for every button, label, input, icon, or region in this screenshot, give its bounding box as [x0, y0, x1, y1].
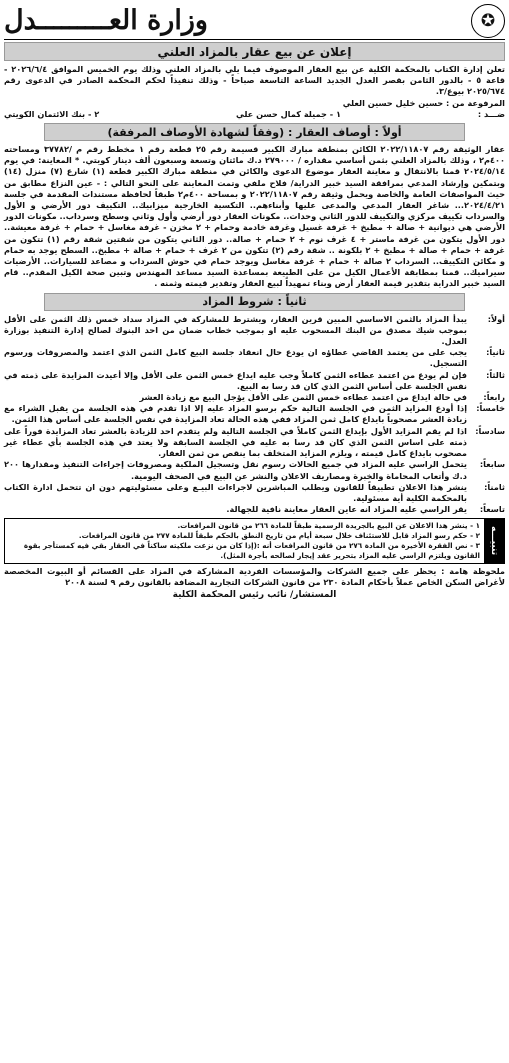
- notes-side-label: تنبيـــه: [484, 519, 504, 562]
- condition-item: [4, 482, 505, 504]
- condition-label: ثالثاً:: [486, 369, 505, 380]
- condition-label: سابعاً:: [479, 459, 505, 470]
- notes-body: [5, 519, 484, 562]
- condition-text: يبدأ المزاد بالثمن الاساسي المبين قرين العقار، ويشترط للمشاركة في المزاد سداد خمس ذلك الثمن على الأقل بموجب شيك مصدق من البنك المسحوب عليه او بموجب خطاب ضمان من احد البنوك لصالح إدارة التنفيذ بوزارة العدل.: [4, 313, 467, 347]
- section1-title: أولاً : أوصاف العقار : (وفقاً لشهادة الأوصاف المرفقة): [44, 123, 465, 141]
- condition-text: يقر الراسي عليه المزاد انه عاين العقار معاينة نافية للجهالة.: [226, 504, 467, 515]
- condition-text: يجب على من يعتمد القاضي عطاؤه ان يودع حال انعقاد جلسة البيع كامل الثمن الذي اعتمد والمصروفات ورسوم التسجيل.: [4, 347, 467, 369]
- against-label: ضـــد :: [477, 108, 505, 119]
- section2-title: ثانياً : شروط المزاد: [44, 293, 465, 311]
- header: [4, 2, 505, 40]
- condition-label: رابعاً:: [483, 392, 505, 403]
- condition-item: [4, 403, 505, 425]
- condition-text: يتحمل الراسي عليه المزاد في جميع الحالات رسوم نقل وتسجيل الملكية ومصروفات إجراءات التنفيذ ومقدارها ٢٠٠ د.ك وأتعاب المحاماة والخبرة ومصاريف الاعلان والنشر عن البيع في الصحف اليومية.: [4, 459, 467, 481]
- condition-text: إذا أودع المزايد الثمن في الجلسة التالية حكم برسو المزاد عليه إلا اذا تقدم في هذه الجلسة من يقبل الشراء مع زيادة العشر مصحوباً بايداع كامل ثمن المزاد ففي هذه الحالة تعاد المزايدة في نفس الجلسة على أساس هذا الثمن.: [4, 403, 467, 425]
- note-item: ٢ - حكم رسو المزاد قابل للاستئناف خلال سبعة أيام من تاريخ النطق بالحكم طبقاً للمادة ٢٧٧ من قانون المرافعات.: [78, 531, 480, 541]
- condition-item: [4, 504, 505, 515]
- condition-text: فإن لم يودع من اعتمد عطاءه الثمن كاملاً وجب عليه ايداع خمس الثمن على الأقل وإلا أعيدت المزايدة على ذمته في نفس الجلسة على أساس الثمن الذي كان قد رسا به البيع.: [4, 369, 467, 391]
- condition-label: تاسعاً:: [479, 504, 505, 515]
- defendants: [4, 109, 505, 120]
- plaintiff: المرفوعة من : حسين خليل حسين العلي: [342, 97, 505, 108]
- condition-item: [4, 370, 505, 392]
- conditions-list: [4, 314, 505, 516]
- important-note: ملحوظة هامة : يحظر على جميع الشركات والمؤسسات الفردية المشاركة في المزاد على القسائم أو البيوت المخصصة لأغراض السكن الخاص عملاً بأحكام المادة ٢٣٠ من قانون الشركات التجارية المضافة بالقانون رقم ٩ لسنة ٢٠٠٨: [4, 565, 505, 587]
- signature: المستشار/ نائب رئيس المحكمة الكلية: [172, 589, 337, 600]
- condition-item: [4, 426, 505, 460]
- condition-item: [4, 314, 505, 348]
- notice-title: إعلان عن بيع عقار بالمزاد العلني: [4, 42, 505, 61]
- condition-text: في حالة ايداع من اعتمد عطاءه خمس الثمن على الأقل يؤجل البيع مع زيادة العشر: [139, 392, 467, 403]
- defendant-1: ١ - جميلة كمال حسن علي: [236, 108, 341, 119]
- condition-text: ينشر هذا الاعلان تطبيقاً للقانون ويطلب المباشرين لاجراءات البيـع وعلى مسئوليتهم دون ان تتحمل ادارة الكتاب بالمحكمة الكلية أية مسئولية.: [4, 481, 467, 503]
- condition-label: ثانياً:: [486, 347, 505, 358]
- defendant-2: ٢ - بنك الائتمان الكويتي: [4, 108, 100, 119]
- condition-item: [4, 459, 505, 481]
- note-item: ١ - ينشر هذا الاعلان عن البيع بالجريدة الرسمية طبقاً للمادة ٢٦٦ من قانون المرافعات.: [177, 521, 480, 531]
- property-description: عقار الوثيقة رقم ٢٠٢٢/١١٨٠٧ الكائن بمنطقة مبارك الكبير قسيمة رقم ٢٥ قطعة رقم ١ مخطط رقم م /٣٧٧٨٢ ومساحته ٤٠٠م٢ ، وذلك بالمزاد العلني بثمن أساسي مقداره / ٢٧٩٠٠٠ د.ك مائتان وتسعة وسبعون ألف دينار كويتي. * المعاينة: في يوم ٢٠٢٤/٥/١٤ قمنا بالانتقال و معاينة العقار موضوع الدعوى والكائن في منطقة مبارك الكبير قطعة (١) شارع (٧) منزل (١٤) وبتمكين وإرشاد المدعي بمرافقة السيد خبير الدراية/ فلاح ملفي وتمت المعاينة على النحو التالي : - عين النزاع مطابق من حيث المواصفات العامة والخاصة ويحمل وثيقة رقم ٢٠٢٢/١١٨٠٧ و بمساحة ٤٠٠م٢ طبقاً لحافظة مستندات المقدمة في جلسة ٢٠٢٤/٤/٢١... شاغر العقار المدعي والمدعى عليها وأبناءهم.. التكسية الخارجية ميزابيك.. التكييف دور الأرضي و الأول والسرداب تكييف مركزي والتكييف للدور الثاني وحدات.. مكونات العقار دور أرضي وأول وثاني وسطح وسرداب.. مكونات الدور الأرضي هي ديوانية + صالة + مطبخ + غرفة غسيل وغرفة خادمة وحمام + ٢ مخزن - غرفة مغاسل + حمام + غرفة معيشة.. دور الأول يتكون من غرفة ماستر + ٤ غرف نوم + ٢ حمام + صالة.. دور الثاني يتكون من شقتين شقة رقم (١) تتكون من غرفة + حمام + صالة + مطبخ + ٢ بلكونة .. شقة رقم (٢) تتكون من ٢ غرف + حمام + صالة + مطبخ.. السطح يوجد به حمام و مكائن التكييف.. السرداب ٢ صالة + حمام + غرفة مغاسل ويوجد حمام في حوش السرداب و مصاعد للسيارات.. الأرضيات سيراميك.. قمنا بمطابقة الأعمال الكيل من على الطبيعة بمساعدة السيد مساعد المهندس وتبين صحة الكيل المقدم.. قام السيد خبير الدراية بتقدير قيمة العقار أرض وبناء تمهيداً لبيع العقار وتقدير قيمته وثمنه .: [4, 144, 506, 289]
- kuwait-emblem-icon: ✪: [471, 4, 505, 38]
- condition-label: ثامناً:: [484, 481, 505, 492]
- condition-label: أولاً:: [487, 313, 505, 324]
- ministry-title: وزارة العـــــــــدل: [4, 5, 208, 36]
- condition-item: [4, 347, 505, 369]
- note-item: ٣ - نص الفقرة الأخيرة من المادة ٢٧٦ من قانون المرافعات أنه :(إذا كان من نزعت ملكيته ساكناً في العقار بقي فيه كمستأجر بقوة القانون ويلتزم الراسي عليه المزاد بتحرير عقد إيجار لصالحه بأجرة المثل).: [23, 540, 480, 560]
- condition-item: [4, 392, 505, 403]
- intro-text: تعلن إدارة الكتاب بالمحكمة الكلية عن بيع العقار الموصوف فيما يلي بالمزاد العلني وذلك يوم الخميس الموافق ٢٠٢٦/٦/٤ - قاعة ٥ - بالدور الثامن بقصر العدل الجديد الساعة التاسعة صباحاً - وذلك تنفيذاً لحكم المحكمة الصادر في الدعوى رقم ٢٠٢٥/٦٧٤ بيوع/٣.: [4, 64, 505, 97]
- notes-box: [4, 518, 505, 563]
- condition-label: خامساً:: [476, 403, 505, 414]
- condition-label: سادساً:: [475, 425, 505, 436]
- condition-text: اذا لم يقم المزايد الأول بإيداع الثمن كاملاً في الجلسة التالية ولم يتقدم احد للزيادة بالعشر تعاد المزايدة فوراً على ذمته على اساس الثمن الذي كان قد رسا به عليه في الجلسة السابقة ولا يعتد في هذه الجلسة بأي عطاء غير مصحوب بايداع كامل قيمته ، ويلزم المزايد المتخلف بما ينقص من ثمن العقار.: [4, 425, 467, 459]
